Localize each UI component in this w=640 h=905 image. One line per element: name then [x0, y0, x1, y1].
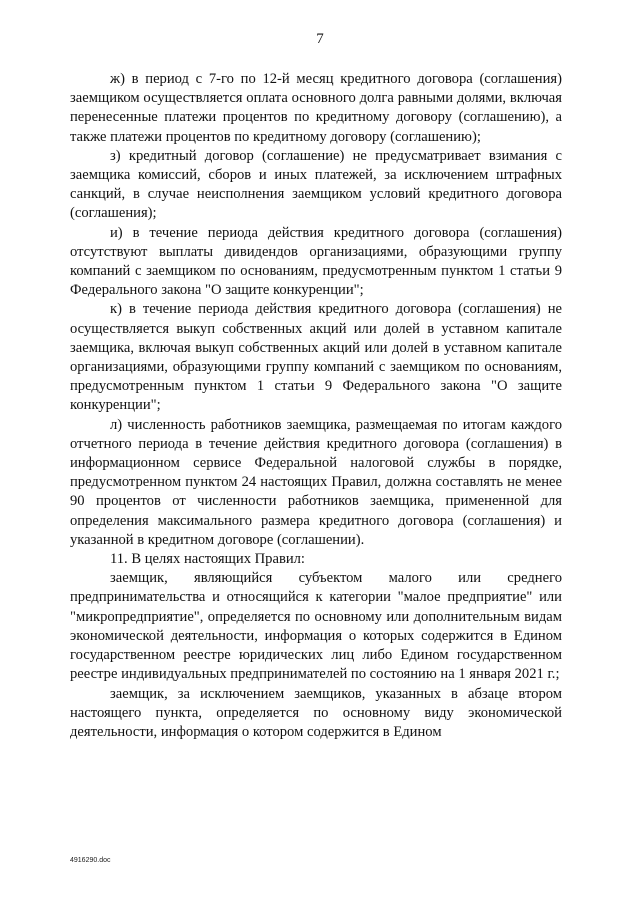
paragraph-11: 11. В целях настоящих Правил:: [110, 551, 305, 568]
paragraph-l: л) численность работников заемщика, размещаемая по итогам каждого отчетного периода в течение действия кредитного договора (соглашения) в информационном сервисе Федеральной налоговой службы в порядке, предусмотренном пунктом 24 настоящих Правил, должна составлять не менее 90 процентов от численности работников заемщика, примененной для определения максимального размера кредитного договора (соглашения) и указанной в кредитном договоре (соглашении).: [70, 416, 562, 548]
paragraph-borrower-other: заемщик, за исключением заемщиков, указанных в абзаце втором настоящего пункта, определяется по основному виду экономической деятельности, информация о котором содержится в Едином: [70, 685, 562, 740]
paragraph-i: и) в течение периода действия кредитного договора (соглашения) отсутствуют выплаты дивидендов организациями, образующими группу компаний с заемщиком по основаниям, предусмотренным пунктом 1 статьи 9 Федерального закона "О защите конкуренции";: [70, 224, 562, 299]
paragraph-zh: ж) в период с 7-го по 12-й месяц кредитного договора (соглашения) заемщиком осуществляется оплата основного долга равными долями, включая перенесенные платежи процентов по кредитному договору (соглашению), а также платежи процентов по кредитному договору (соглашению);: [70, 71, 562, 145]
paragraph-borrower-small: заемщик, являющийся субъектом малого или среднего предпринимательства и относящийся к категории "малое предприятие" или "микропредприятие", определяется по основному или дополнительным видам экономической деятельности, информация о которых содержится в Едином государственном реестре юридических лиц либо Едином государственном реестре индивидуальных предпринимателей по состоянию на 1 января 2021 г.;: [70, 570, 562, 683]
page-number: 7: [316, 31, 324, 47]
paragraph-z: з) кредитный договор (соглашение) не предусматривает взимания с заемщика комиссий, сборов и иных платежей, за исключением штрафных санкций, в случае неисполнения заемщиком условий кредитного договора (соглашения);: [70, 147, 562, 222]
paragraph-k: к) в течение периода действия кредитного договора (соглашения) не осуществляется выкуп собственных акций или долей в уставном капитале заемщика, включая выкуп собственных акций или долей в уставном капитале организациями, образующими группу компаний с заемщиком по основаниям, предусмотренным пунктом 1 статьи 9 Федерального закона "О защите конкуренции";: [70, 301, 562, 414]
document-body: [70, 70, 562, 742]
document-footer: 4916290.doc: [70, 857, 111, 864]
